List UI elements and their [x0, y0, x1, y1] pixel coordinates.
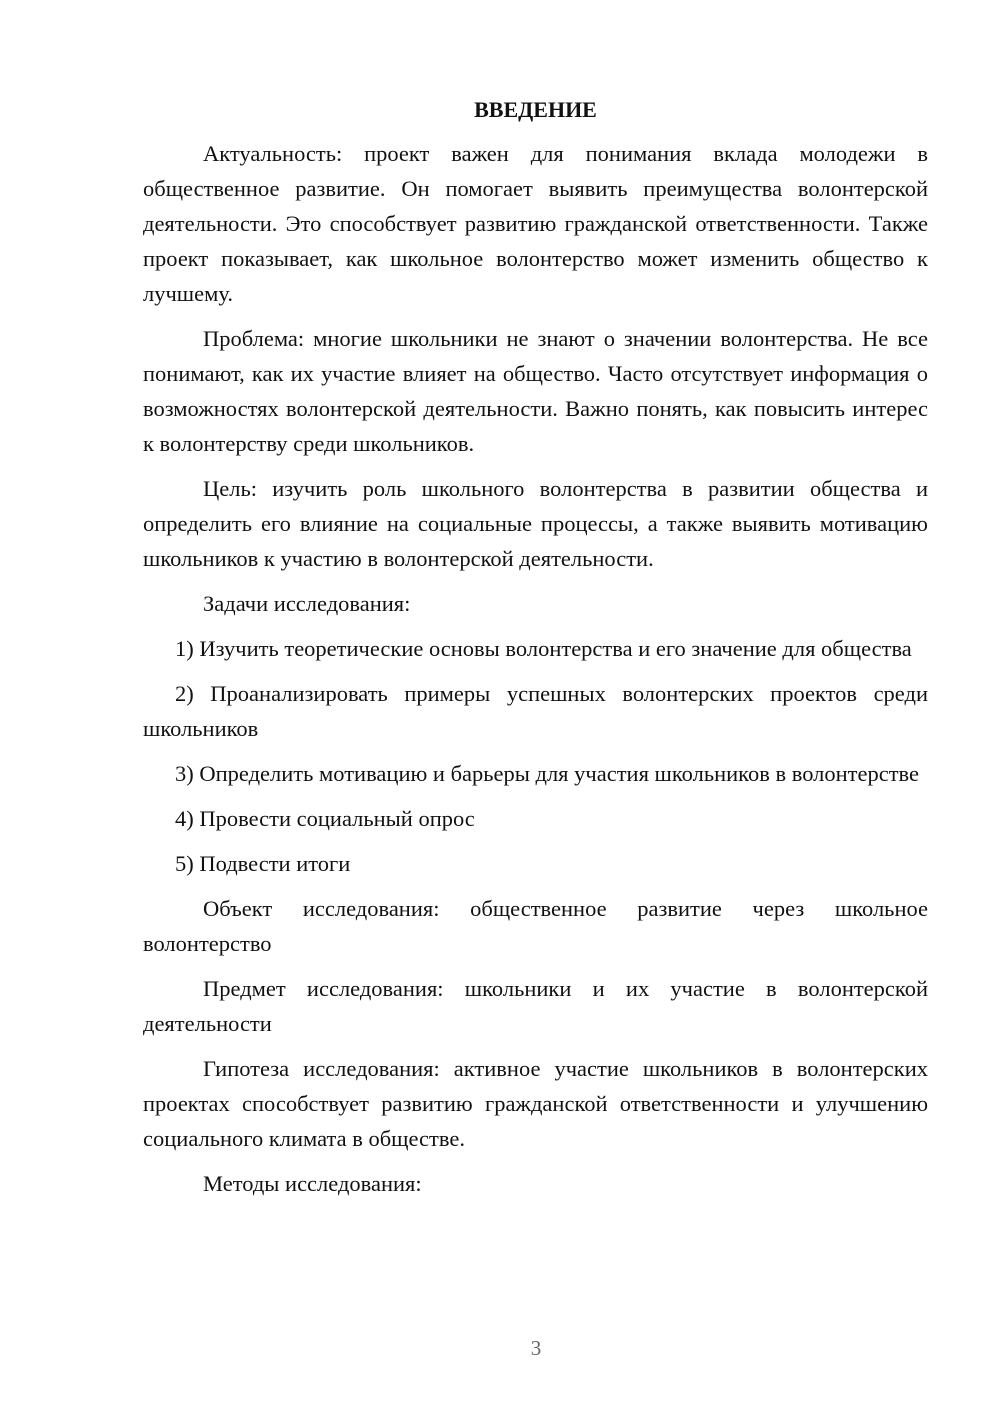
page-number: 3 [530, 1336, 542, 1360]
page-content [143, 92, 928, 1211]
task-item: 5) Подвести итоги [175, 851, 351, 876]
tasks-heading: Задачи исследования: [203, 591, 411, 616]
task-item: 2) Проанализировать примеры успешных волонтерских проектов среди школьников [143, 681, 928, 741]
methods-heading: Методы исследования: [203, 1171, 422, 1196]
subject-paragraph: Предмет исследования: школьники и их участие в волонтерской деятельности [143, 976, 928, 1036]
task-item: 4) Провести социальный опрос [175, 806, 475, 831]
hypothesis-paragraph: Гипотеза исследования: активное участие школьников в волонтерских проектах способствует развитию гражданской ответственности и улучшению социального климата в обществе. [143, 1056, 928, 1151]
object-paragraph: Объект исследования: общественное развитие через школьное волонтерство [143, 896, 928, 956]
task-item: 1) Изучить теоретические основы волонтерства и его значение для общества [175, 636, 912, 661]
goal-paragraph: Цель: изучить роль школьного волонтерства в развитии общества и определить его влияние на социальные процессы, а также выявить мотивацию школьников к участию в волонтерской деятельности. [143, 476, 928, 571]
task-item: 3) Определить мотивацию и барьеры для участия школьников в волонтерстве [175, 761, 920, 786]
relevance-paragraph: Актуальность: проект важен для понимания вклада молодежи в общественное развитие. Он помогает выявить преимущества волонтерской деятельности. Это способствует развитию гражданской ответственности. Также проект показывает, как школьное волонтерство может изменить общество к лучшему. [143, 141, 928, 306]
section-heading: ВВЕДЕНИЕ [474, 97, 597, 122]
problem-paragraph: Проблема: многие школьники не знают о значении волонтерства. Не все понимают, как их участие влияет на общество. Часто отсутствует информация о возможностях волонтерской деятельности. Важно понять, как повысить интерес к волонтерству среди школьников. [143, 326, 928, 456]
